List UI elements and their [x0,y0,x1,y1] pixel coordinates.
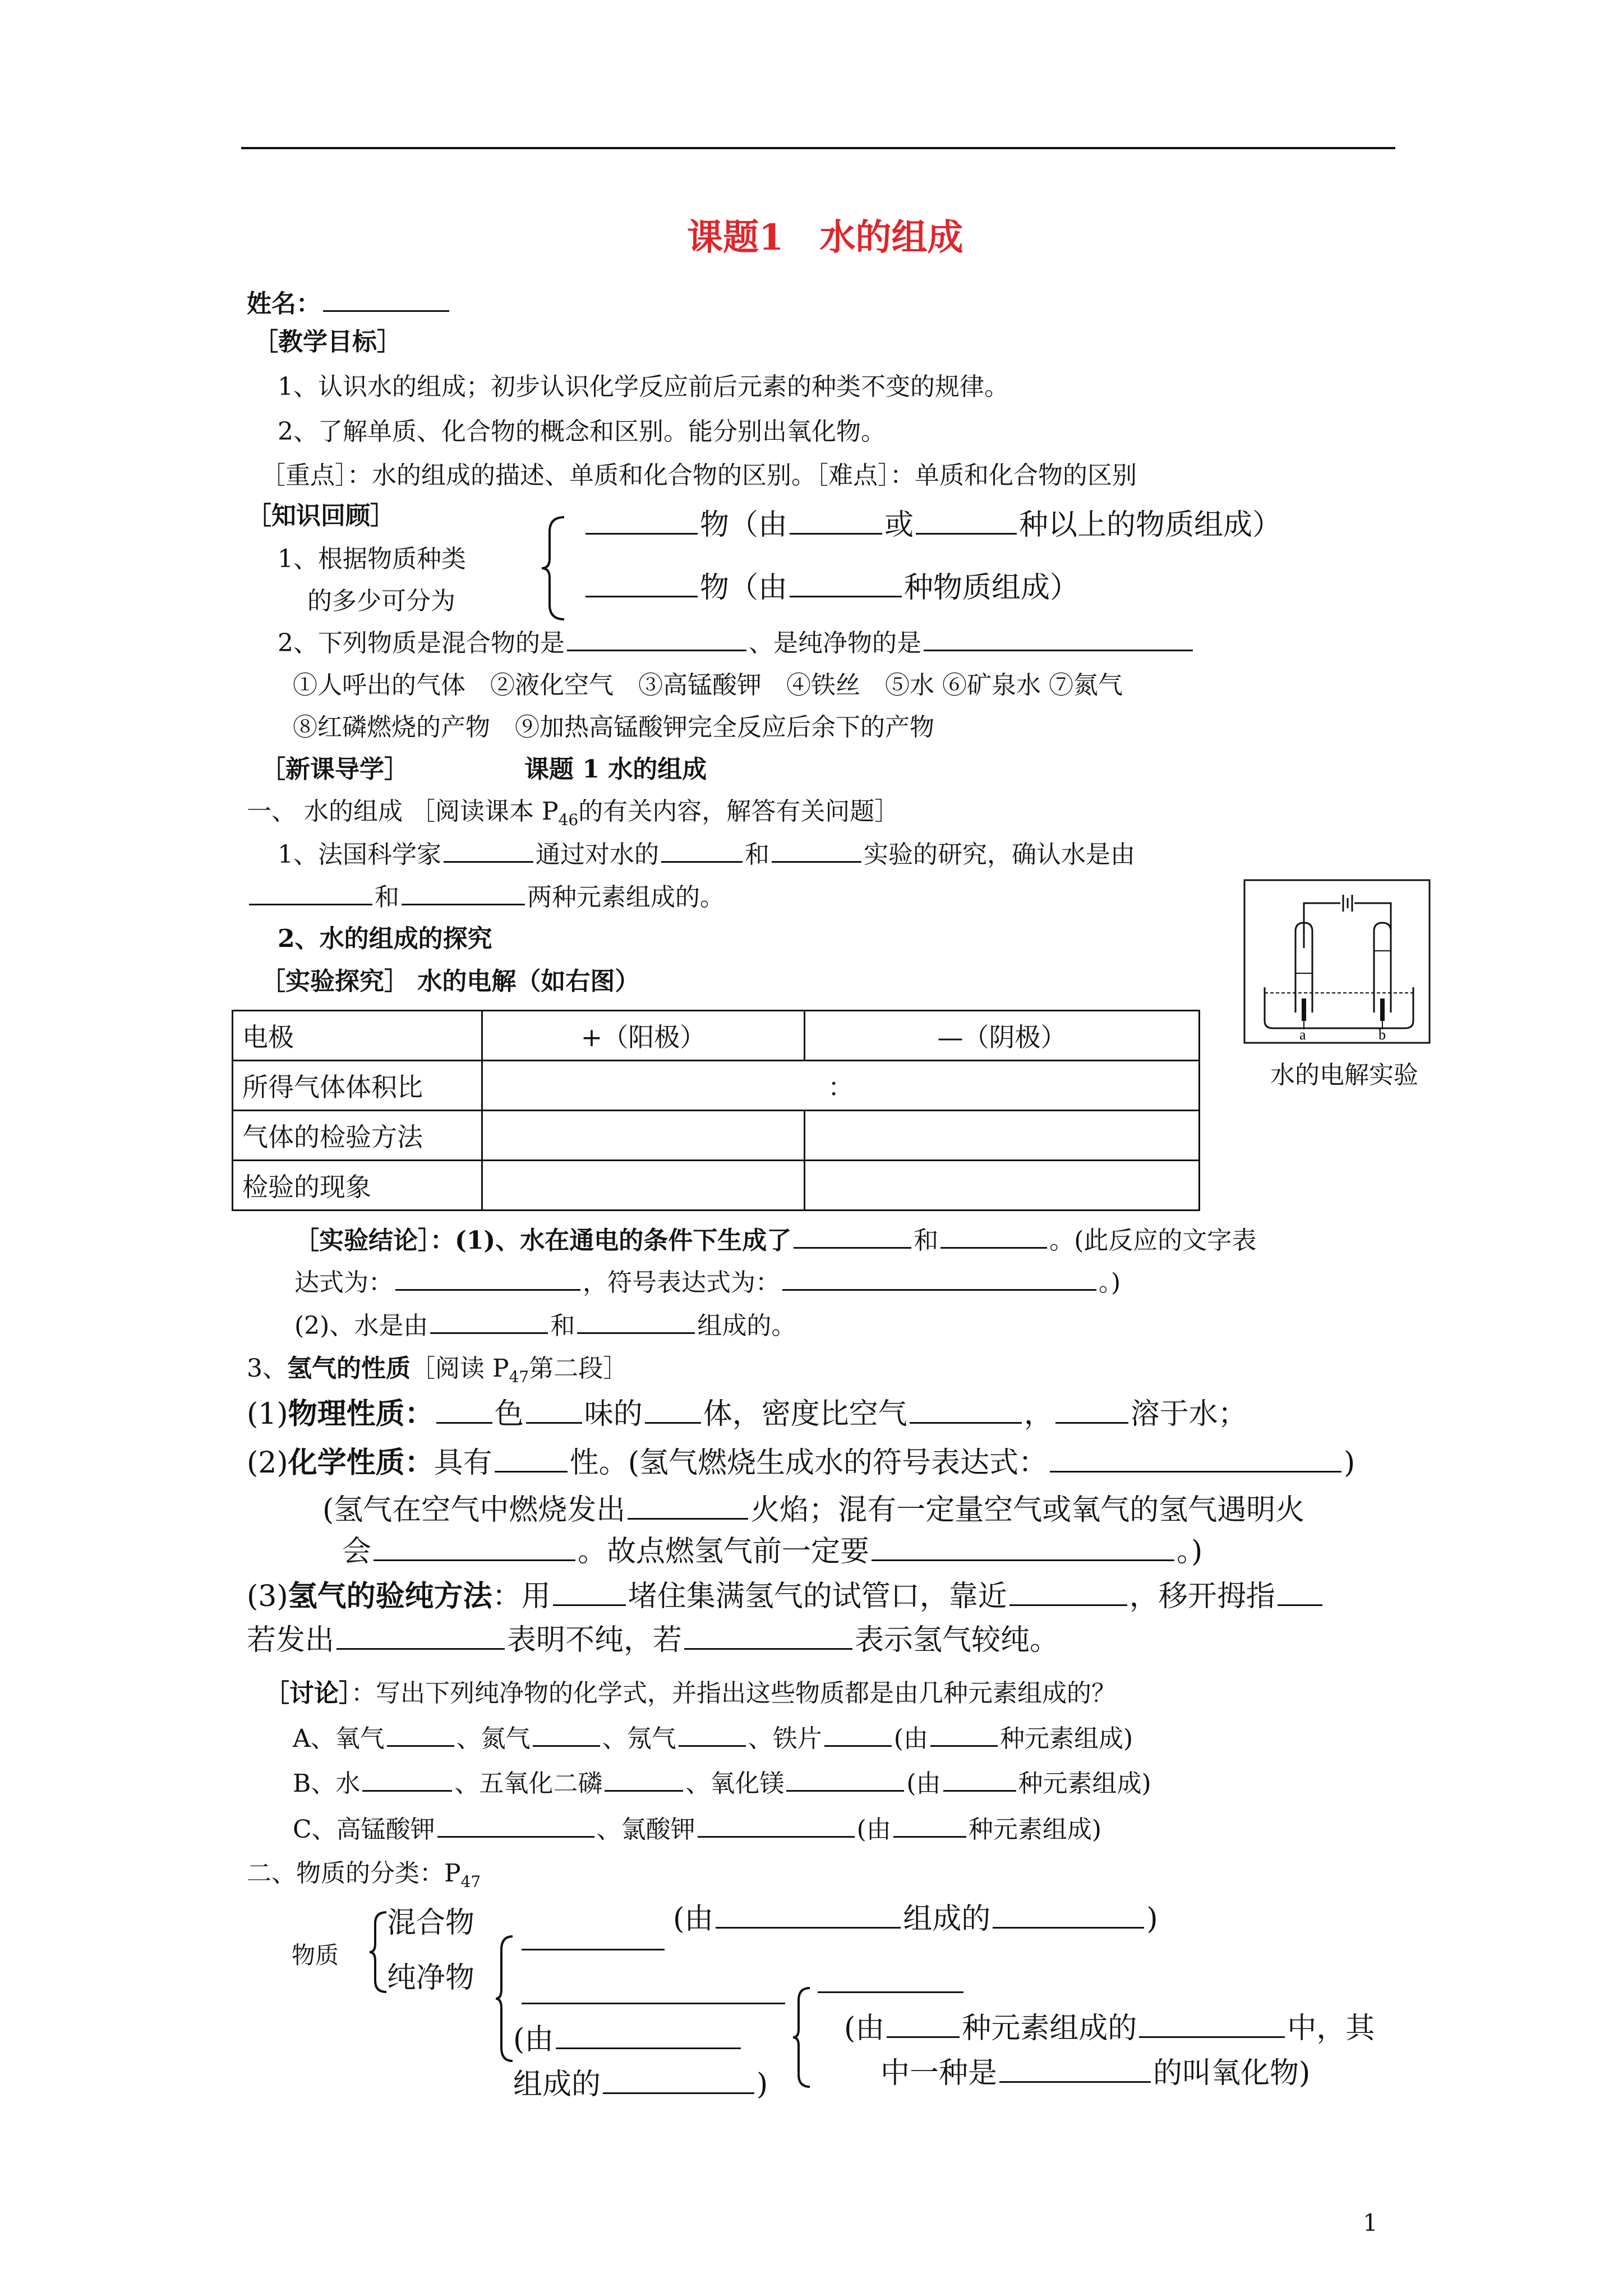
table-row [233,1111,1200,1161]
compound-blank[interactable] [818,1991,963,1993]
blank[interactable] [1009,1604,1127,1606]
blank[interactable] [790,532,882,535]
conclusion-line2: 达式为： ，符号表达式为： 。) [294,1268,1121,1297]
pure-substance-label: 纯净物 [387,1961,475,1995]
review-options-1: ①人呼出的气体 ②液化空气 ③高锰酸钾 ④铁丝 ⑤水 ⑥矿泉水 ⑦氮气 [293,671,1123,700]
blank[interactable] [444,861,533,863]
blank[interactable] [495,1470,568,1473]
table-cell[interactable] [482,1111,805,1161]
goals-heading: ［教学目标］ [253,328,402,356]
blank[interactable] [402,903,525,905]
blank[interactable] [1139,2036,1285,2038]
blank[interactable] [1055,1421,1128,1424]
discussion-line-b: B、水 、五氧化二磷 、氧化镁 (由 种元素组成) [293,1769,1151,1798]
table-cell: 检验的现象 [233,1161,482,1211]
compound-note-2: 组成的 ) [513,2068,768,2101]
blank[interactable] [628,1517,748,1520]
table-cell[interactable] [482,1161,805,1211]
blank[interactable] [993,1926,1144,1929]
blank[interactable] [362,1789,452,1792]
review-heading: ［知识回顾］ [247,501,395,530]
blank[interactable] [577,1332,695,1334]
figure-caption: 水的电解实验 [1270,1061,1418,1089]
blank[interactable] [916,532,1017,535]
mixture-note: (由 组成的 ) [673,1902,1158,1936]
name-field [247,289,451,318]
tube-label-b: b [1378,1027,1386,1043]
table-cell: 电极 [233,1011,482,1061]
blank[interactable] [374,1559,575,1561]
table-cell: —（阴极） [805,1011,1200,1061]
blank[interactable] [698,1835,855,1838]
blank[interactable] [645,1421,701,1424]
mixture-blank[interactable] [522,1949,665,1950]
blank[interactable] [943,1789,1016,1792]
blank[interactable] [430,1332,548,1334]
mixture-label: 混合物 [387,1906,475,1940]
blank[interactable] [387,1745,454,1747]
table-cell[interactable] [805,1111,1200,1161]
blank[interactable] [940,1246,1047,1249]
goal-item: 1、认识水的组成；初步认识化学反应前后元素的种类不变的规律。 [278,372,1009,401]
element-blank[interactable] [522,2003,785,2004]
review-branch2: 物（由 种物质组成） [583,573,1079,602]
blank[interactable] [772,861,861,863]
hydrogen-heading: 3、氢气的性质［阅读 $P_{47}$第二段］ [247,1354,628,1386]
blank[interactable] [924,649,1193,651]
oxide-note-2: 中一种是 的叫氧化物) [880,2056,1311,2090]
table-row [233,1011,1200,1061]
blank[interactable] [1278,1604,1322,1606]
blank[interactable] [556,2047,741,2049]
table-cell[interactable]: ： [482,1061,1200,1111]
blank[interactable] [893,1835,966,1838]
page-number: 1 [1363,2209,1378,2237]
blank[interactable] [553,1604,626,1606]
section-1-heading: 一、 水的组成 ［阅读课本 $P_{46}$的有关内容，解答有关问题］ [247,797,900,829]
discussion-line-c: C、高锰酸钾 、氯酸钾 (由 种元素组成) [293,1815,1102,1844]
blank[interactable] [1050,1470,1341,1473]
table-cell: +（阳极） [482,1011,805,1061]
blank[interactable] [605,1789,683,1792]
brace-icon [791,1986,813,2090]
blank[interactable] [585,532,698,535]
blank[interactable] [395,1289,580,1291]
blank[interactable] [790,595,902,597]
hydrogen-chemical: (2)化学性质：具有 性。(氢气燃烧生成水的符号表达式： ) [247,1446,1355,1480]
blank[interactable] [436,1421,492,1424]
conclusion-line3: (2)、水是由 和 组成的。 [294,1312,796,1340]
hydrogen-purity-line2: 若发出 表明不纯，若 表示氢气较纯。 [247,1623,1059,1657]
blank[interactable] [782,1289,1096,1291]
table-cell[interactable] [805,1161,1200,1211]
blank[interactable] [716,1926,901,1929]
blank[interactable] [585,595,698,597]
electrolysis-apparatus-diagram [1242,878,1433,1046]
blank[interactable] [930,1745,998,1747]
review-options-2: ⑧红磷燃烧的产物 ⑨加热高锰酸钾完全反应后余下的产物 [293,713,934,742]
blank[interactable] [336,1648,505,1650]
blank[interactable] [887,2036,960,2038]
blank[interactable] [533,1745,600,1747]
table-row [233,1061,1200,1111]
name-blank[interactable] [323,310,449,312]
oxide-note-1: (由 种元素组成的 中，其 [844,2012,1375,2045]
hydrogen-physical: (1)物理性质： 色 味的 体，密度比空气 ， 溶于水； [247,1397,1247,1431]
blank[interactable] [794,1246,911,1249]
table-cell: 所得气体体积比 [233,1061,482,1111]
conclusion-line1: ［实验结论］：(1)、水在通电的条件下生成了 和 。(此反应的文字表 [294,1226,1257,1255]
tube-label-a: a [1299,1027,1306,1043]
discussion-line-a: A、氧气 、氮气 、氖气 、铁片 (由 种元素组成) [293,1724,1133,1753]
review-q1-line2: 的多少可分为 [307,587,455,615]
brace-icon [540,515,568,622]
blank[interactable] [824,1745,892,1747]
header-rule [241,147,1395,149]
focus-line: ［重点］：水的组成的描述、单质和化合物的区别。［难点］：单质和化合物的区别 [261,461,1137,490]
classification-heading: 二、物质的分类：$P_{47}$ [247,1859,481,1891]
blank[interactable] [872,1559,1174,1561]
page-title: 课题1 水的组成 [687,217,963,259]
blank[interactable] [603,2092,754,2094]
hydrogen-purity-line1: (3)氢气的验纯方法：用 堵住集满氢气的试管口，靠近 ，移开拇指 [247,1582,1325,1611]
discussion-intro: ［讨论］：写出下列纯净物的化学式，并指出这些物质都是由几种元素组成的？ [265,1679,1116,1708]
section-1-q1-cont: 和 两种元素组成的。 [247,885,725,910]
table-row [233,1161,1200,1211]
name-label: 姓名： [247,289,321,318]
table-cell: 气体的检验方法 [233,1111,482,1161]
blank[interactable] [526,1421,582,1424]
new-lesson-topic: 课题 1 水的组成 [524,755,707,784]
blank[interactable] [684,1648,852,1650]
experiment-heading: ［实验探究］ 水的电解（如右图） [261,967,640,996]
review-branch1: 物（由 或 种以上的物质组成） [583,510,1281,540]
explore-heading: 2、水的组成的探究 [278,924,492,953]
hydrogen-burn-line2: 会 。故点燃氢气前一定要 。) [342,1535,1203,1568]
blank[interactable] [999,2081,1151,2083]
review-q2: 2、下列物质是混合物的是 、是纯净物的是 [278,631,1195,656]
blank[interactable] [437,1835,594,1838]
blank[interactable] [910,1421,1022,1424]
blank[interactable] [661,861,743,863]
classification-root: 物质 [292,1941,339,1969]
review-q1-line1: 1、根据物质种类 [278,545,466,573]
brace-icon [367,1910,390,1994]
blank[interactable] [679,1745,746,1747]
brace-icon [494,1934,516,2063]
new-lesson-heading: ［新课导学］ [261,755,409,784]
hydrogen-burn-line1: (氢气在空气中燃烧发出 火焰；混有一定量空气或氧气的氢气遇明火 [322,1493,1305,1527]
compound-note: (由 [513,2025,743,2054]
experiment-table [232,1010,1200,1211]
blank[interactable] [249,903,372,905]
blank[interactable] [786,1789,904,1792]
goal-item: 2、了解单质、化合物的概念和区别。能分别出氧化物。 [278,417,886,446]
blank[interactable] [567,649,746,651]
section-1-q1: 1、法国科学家 通过对水的 和 实验的研究，确认水是由 [278,840,1135,869]
